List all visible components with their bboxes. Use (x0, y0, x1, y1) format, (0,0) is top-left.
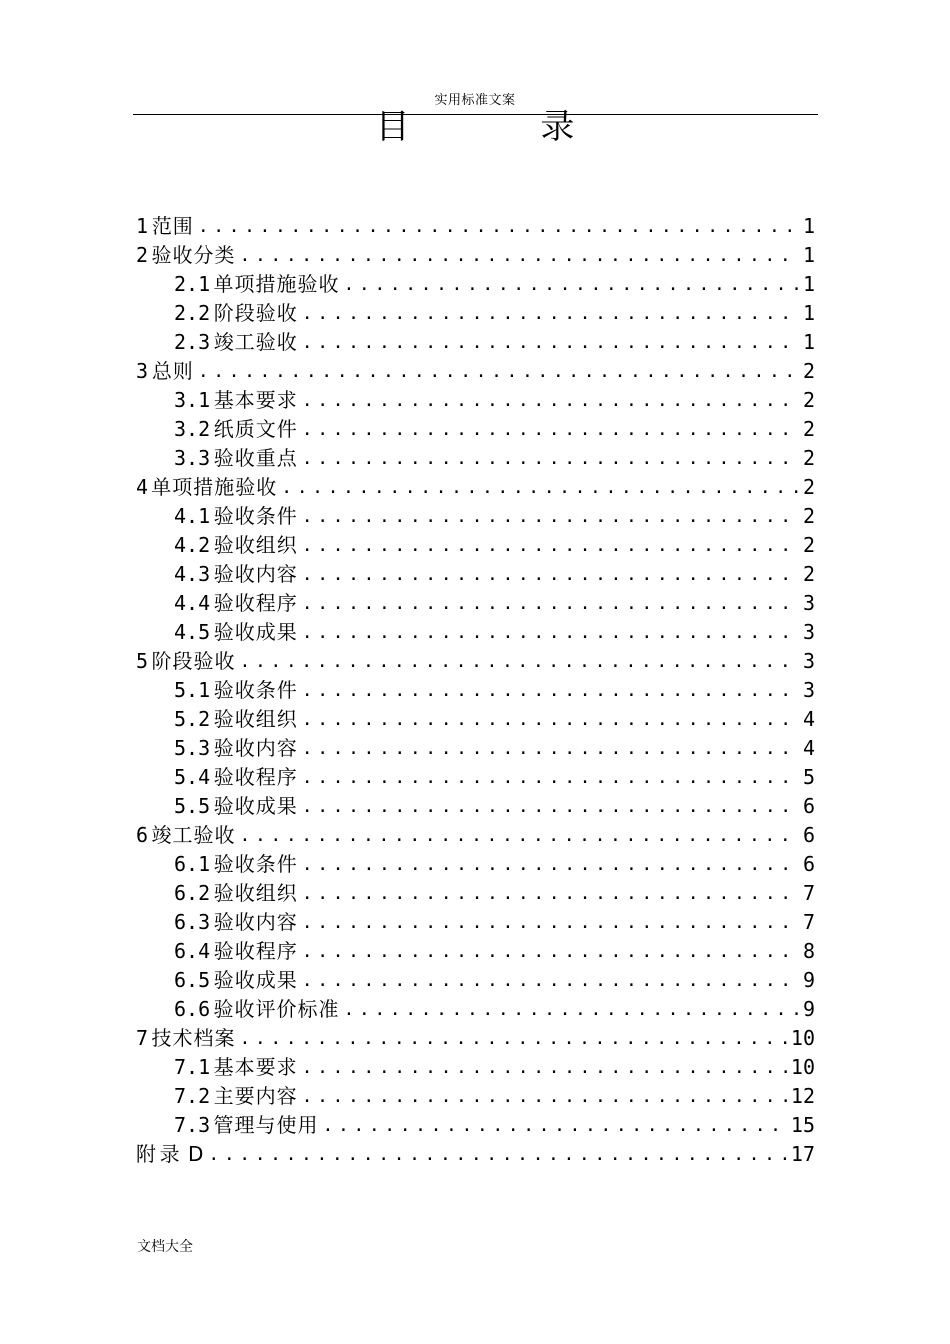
toc-entry-label: 验收条件 (213, 504, 298, 528)
toc-entry[interactable] (136, 444, 815, 473)
toc-dot-leader (198, 357, 799, 386)
toc-entry-number: 2.2 (174, 301, 211, 325)
toc-entry-number: 3 (136, 359, 149, 383)
toc-entry-page-number: 2 (802, 446, 815, 470)
toc-entry[interactable] (136, 415, 815, 444)
toc-entry-number: 6.2 (174, 881, 211, 905)
toc-entry[interactable] (136, 705, 815, 734)
toc-entry-label: 纸质文件 (213, 417, 298, 441)
toc-entry-page-number: 3 (802, 649, 815, 673)
toc-entry-label: 验收成果 (213, 794, 298, 818)
toc-dot-leader (302, 763, 799, 792)
toc-dot-leader (302, 705, 799, 734)
toc-dot-leader (302, 792, 799, 821)
toc-entry-label: 单项措施验收 (213, 272, 340, 296)
toc-entry-label: 基本要求 (213, 388, 298, 412)
toc-entry-page-number: 12 (790, 1084, 815, 1108)
toc-entry[interactable] (136, 531, 815, 560)
toc-entry-page-number: 8 (802, 939, 815, 963)
toc-entry-number: 5.1 (174, 678, 211, 702)
toc-dot-leader (302, 589, 799, 618)
toc-dot-leader (302, 879, 799, 908)
toc-entry-page-number: 6 (802, 852, 815, 876)
toc-entry-number: 7.1 (174, 1055, 211, 1079)
toc-entry-label: 单项措施验收 (151, 475, 278, 499)
toc-entry[interactable] (136, 647, 815, 676)
toc-entry-label: 范围 (151, 214, 194, 238)
toc-entry-number: 6.3 (174, 910, 211, 934)
toc-entry-label: 验收组织 (213, 533, 298, 557)
toc-dot-leader (302, 1053, 787, 1082)
toc-entry-label: 竣工验收 (151, 823, 236, 847)
toc-entry-label: 验收条件 (213, 852, 298, 876)
toc-entry-page-number: 10 (790, 1055, 815, 1079)
toc-entry-page-number: 1 (802, 214, 815, 238)
toc-entry-label: 竣工验收 (213, 330, 298, 354)
toc-entry-page-number: 1 (802, 272, 815, 296)
toc-entry-number: 3.3 (174, 446, 211, 470)
toc-entry[interactable] (136, 879, 815, 908)
toc-entry[interactable] (136, 473, 815, 502)
toc-entry-page-number: 1 (802, 301, 815, 325)
toc-dot-leader (240, 821, 799, 850)
toc-entry-label: 验收评价标准 (213, 997, 340, 1021)
toc-entry[interactable] (136, 212, 815, 241)
toc-entry[interactable] (136, 241, 815, 270)
toc-entry[interactable] (136, 1053, 815, 1082)
toc-entry-number: 5.2 (174, 707, 211, 731)
toc-entry-label: 管理与使用 (213, 1113, 319, 1137)
toc-entry-label: 总则 (151, 359, 194, 383)
toc-entry-number: 4.1 (174, 504, 211, 528)
toc-dot-leader (302, 502, 799, 531)
toc-dot-leader (240, 241, 799, 270)
toc-entry-number: 5 (136, 649, 149, 673)
toc-entry[interactable] (136, 734, 815, 763)
toc-entry-page-number: 1 (802, 330, 815, 354)
page-header: 实用标准文案 (434, 93, 516, 108)
toc-dot-leader (302, 618, 799, 647)
toc-entry-page-number: 2 (802, 504, 815, 528)
toc-entry-label: 验收组织 (213, 881, 298, 905)
toc-entry-page-number: 3 (802, 620, 815, 644)
toc-entry-page-number: 1 (802, 243, 815, 267)
toc-entry-label: 验收程序 (213, 765, 298, 789)
toc-entry[interactable] (136, 270, 815, 299)
toc-dot-leader (302, 966, 799, 995)
toc-entry-label: 主要内容 (213, 1084, 298, 1108)
toc-dot-leader (281, 473, 799, 502)
toc-entry-page-number: 3 (802, 591, 815, 615)
toc-entry[interactable] (136, 676, 815, 705)
toc-entry-number: 7 (136, 1026, 149, 1050)
toc-dot-leader (302, 850, 799, 879)
toc-dot-leader (208, 1140, 787, 1169)
toc-entry-number: 4.3 (174, 562, 211, 586)
toc-entry[interactable] (136, 1140, 815, 1169)
toc-entry[interactable] (136, 328, 815, 357)
toc-entry[interactable] (136, 850, 815, 879)
toc-entry[interactable] (136, 995, 815, 1024)
toc-entry-label: 基本要求 (213, 1055, 298, 1079)
toc-dot-leader (302, 531, 799, 560)
toc-dot-leader (302, 734, 799, 763)
toc-entry-label: 验收内容 (213, 562, 298, 586)
toc-entry[interactable] (136, 908, 815, 937)
toc-entry-label: 验收组织 (213, 707, 298, 731)
toc-entry-number: 6.1 (174, 852, 211, 876)
toc-entry-page-number: 3 (802, 678, 815, 702)
page-footer: 文档大全 (137, 1239, 193, 1255)
toc-entry[interactable] (136, 1111, 815, 1140)
toc-entry-page-number: 17 (790, 1142, 815, 1166)
toc-entry-number: 4.5 (174, 620, 211, 644)
toc-entry-number: 1 (136, 214, 149, 238)
toc-entry-number: 6 (136, 823, 149, 847)
toc-dot-leader (302, 328, 799, 357)
toc-entry-label: 阶段验收 (151, 649, 236, 673)
toc-entry-label: 验收分类 (151, 243, 236, 267)
toc-dot-leader (240, 647, 799, 676)
toc-entry-number: 2 (136, 243, 149, 267)
toc-entry-label: 验收程序 (213, 939, 298, 963)
table-of-contents (136, 212, 815, 1169)
toc-entry-page-number: 6 (802, 794, 815, 818)
toc-entry-label: 技术档案 (151, 1026, 236, 1050)
toc-entry-page-number: 6 (802, 823, 815, 847)
toc-entry[interactable] (136, 966, 815, 995)
toc-dot-leader (302, 386, 799, 415)
toc-entry[interactable] (136, 618, 815, 647)
toc-entry-label: 验收重点 (213, 446, 298, 470)
toc-dot-leader (239, 1024, 786, 1053)
toc-entry-number: 4 (136, 475, 149, 499)
toc-entry-page-number: 5 (802, 765, 815, 789)
toc-entry-number: 2.1 (174, 272, 211, 296)
toc-entry-page-number: 2 (802, 417, 815, 441)
toc-entry[interactable] (136, 1024, 815, 1053)
toc-entry-number: 4.2 (174, 533, 211, 557)
toc-entry-page-number: 2 (802, 562, 815, 586)
toc-entry-number: 7.3 (174, 1113, 211, 1137)
toc-dot-leader (302, 908, 799, 937)
toc-entry-label: 阶段验收 (213, 301, 298, 325)
toc-dot-leader (302, 676, 799, 705)
toc-dot-leader (302, 937, 799, 966)
toc-entry[interactable] (136, 589, 815, 618)
toc-entry-page-number: 2 (802, 359, 815, 383)
toc-entry-number: 2.3 (174, 330, 211, 354)
toc-entry[interactable] (136, 560, 815, 589)
toc-entry-number: 附 (136, 1142, 156, 1166)
toc-entry-number: 4.4 (174, 591, 211, 615)
toc-dot-leader (302, 560, 799, 589)
toc-entry-number: 3.2 (174, 417, 211, 441)
toc-entry-page-number: 4 (802, 707, 815, 731)
toc-entry[interactable] (136, 386, 815, 415)
toc-dot-leader (343, 270, 799, 299)
toc-entry-number: 3.1 (174, 388, 211, 412)
toc-entry-page-number: 2 (802, 388, 815, 412)
toc-entry[interactable] (136, 1082, 815, 1111)
toc-entry-label: 验收成果 (213, 620, 298, 644)
toc-entry-page-number: 10 (790, 1026, 815, 1050)
toc-dot-leader (302, 444, 799, 473)
toc-entry-page-number: 2 (802, 475, 815, 499)
toc-entry-label: 验收内容 (213, 736, 298, 760)
toc-entry-label: 验收条件 (213, 678, 298, 702)
toc-entry-label: 验收内容 (213, 910, 298, 934)
toc-entry-label: 录 D (159, 1142, 205, 1166)
toc-entry-page-number: 9 (802, 968, 815, 992)
toc-entry[interactable] (136, 937, 815, 966)
toc-entry-page-number: 7 (802, 881, 815, 905)
toc-dot-leader (302, 415, 799, 444)
toc-entry-number: 7.2 (174, 1084, 211, 1108)
toc-entry-page-number: 4 (802, 736, 815, 760)
toc-entry-number: 5.3 (174, 736, 211, 760)
toc-dot-leader (198, 212, 799, 241)
toc-entry[interactable] (136, 792, 815, 821)
toc-entry[interactable] (136, 821, 815, 850)
toc-entry-number: 6.5 (174, 968, 211, 992)
toc-entry-label: 验收成果 (213, 968, 298, 992)
toc-entry-label: 验收程序 (213, 591, 298, 615)
toc-entry[interactable] (136, 502, 815, 531)
toc-entry-page-number: 15 (790, 1113, 815, 1137)
toc-entry-number: 5.5 (174, 794, 211, 818)
toc-entry[interactable] (136, 357, 815, 386)
toc-entry-page-number: 2 (802, 533, 815, 557)
toc-entry[interactable] (136, 763, 815, 792)
toc-entry-page-number: 7 (802, 910, 815, 934)
toc-entry-page-number: 9 (802, 997, 815, 1021)
toc-title: 目 录 (375, 107, 635, 147)
toc-dot-leader (343, 995, 799, 1024)
toc-entry-number: 6.4 (174, 939, 211, 963)
toc-dot-leader (323, 1111, 787, 1140)
toc-entry-number: 6.6 (174, 997, 211, 1021)
toc-entry[interactable] (136, 299, 815, 328)
toc-dot-leader (302, 1082, 787, 1111)
toc-dot-leader (302, 299, 799, 328)
toc-entry-number: 5.4 (174, 765, 211, 789)
